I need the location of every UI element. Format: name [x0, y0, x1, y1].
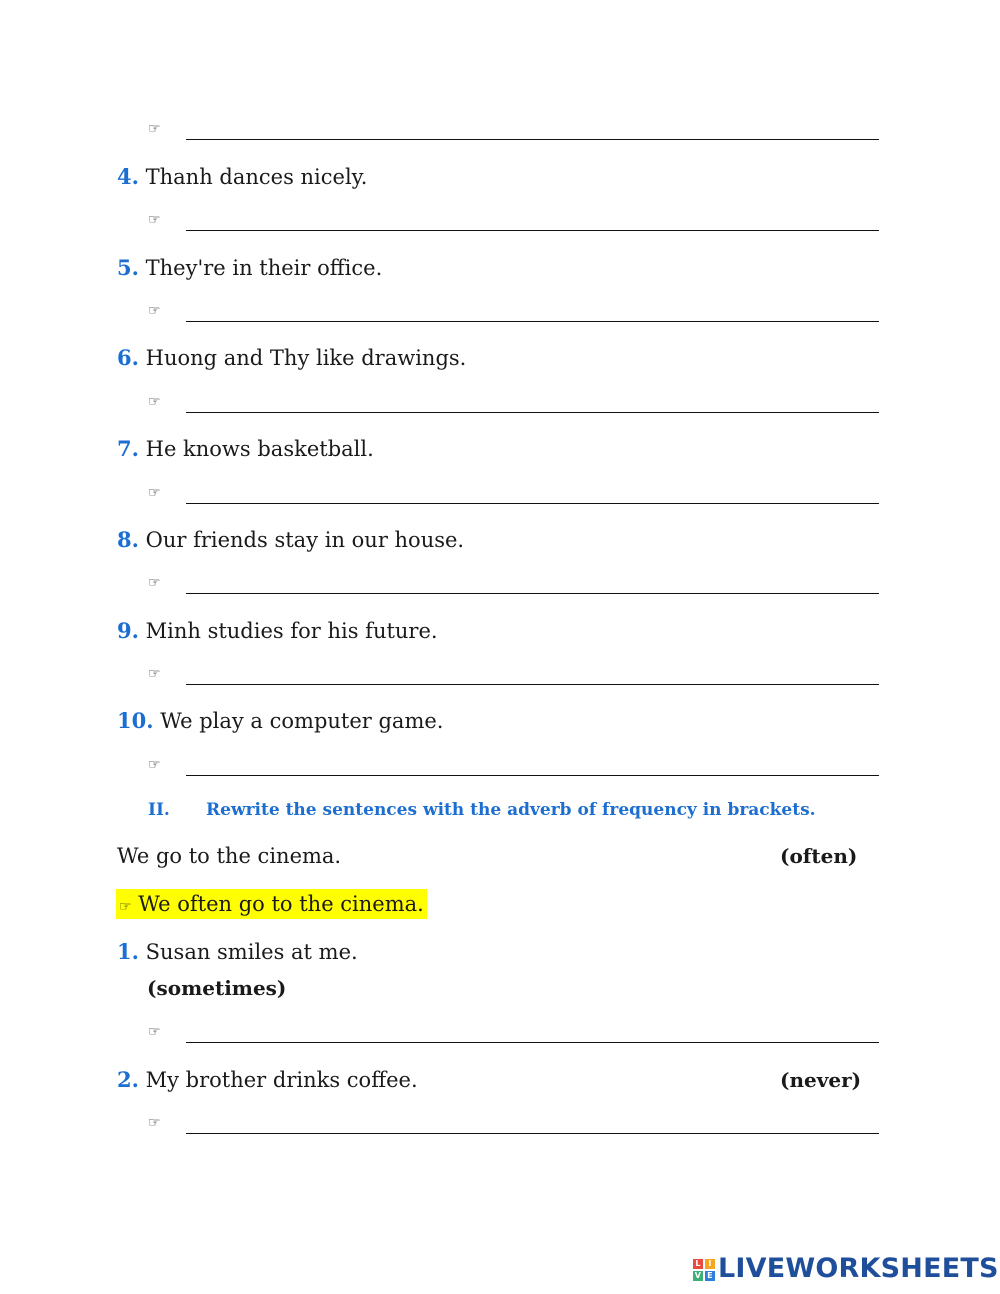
answer-line-8[interactable]	[186, 593, 879, 594]
answer-line-7[interactable]	[186, 503, 879, 504]
item-number: 8.	[117, 527, 139, 552]
answer-hand-icon: ☞	[148, 575, 161, 591]
rewrite-answer-line-2[interactable]	[186, 1133, 879, 1134]
answer-hand-icon: ☞	[148, 757, 161, 773]
answer-hand-icon: ☞	[148, 121, 161, 137]
item-number: 2.	[117, 1067, 139, 1092]
item-sentence: He knows basketball.	[145, 437, 374, 461]
example-adverb: (often)	[780, 844, 858, 868]
rewrite-adverb-1: (sometimes)	[147, 976, 287, 1000]
item-number: 1.	[117, 939, 139, 964]
section-numeral: II.	[148, 800, 170, 820]
item-sentence: My brother drinks coffee.	[145, 1068, 418, 1092]
logo-text: LIVEWORKSHEETS	[718, 1253, 999, 1284]
example-answer-text: We often go to the cinema.	[138, 892, 424, 916]
answer-hand-icon: ☞	[148, 303, 161, 319]
answer-hand-icon: ☞	[119, 899, 132, 915]
rewrite-adverb-2: (never)	[780, 1068, 862, 1092]
answer-line-10[interactable]	[186, 775, 879, 776]
exercise-item-4	[117, 163, 367, 191]
example-sentence: We go to the cinema.	[117, 844, 342, 868]
rewrite-item-2	[117, 1066, 418, 1094]
section-title: Rewrite the sentences with the adverb of frequency in brackets.	[206, 800, 816, 820]
item-sentence: Minh studies for his future.	[145, 619, 438, 643]
exercise-item-5	[117, 254, 382, 282]
answer-hand-icon: ☞	[148, 394, 161, 410]
item-sentence: We play a computer game.	[160, 709, 444, 733]
exercise-item-8	[117, 526, 464, 554]
answer-hand-icon: ☞	[148, 1024, 161, 1040]
item-sentence: Thanh dances nicely.	[145, 165, 368, 189]
item-sentence: Huong and Thy like drawings.	[145, 346, 467, 370]
answer-line-5[interactable]	[186, 321, 879, 322]
item-number: 7.	[117, 436, 139, 461]
item-number: 9.	[117, 618, 139, 643]
answer-hand-icon: ☞	[148, 485, 161, 501]
item-number: 10.	[117, 708, 154, 733]
item-number: 6.	[117, 345, 139, 370]
example-answer	[116, 889, 427, 919]
exercise-item-6	[117, 344, 466, 372]
rewrite-item-1	[117, 938, 358, 966]
answer-line-3[interactable]	[186, 139, 879, 140]
item-number: 5.	[117, 255, 139, 280]
answer-hand-icon: ☞	[148, 1115, 161, 1131]
logo-mark-icon: L I V E	[693, 1259, 715, 1281]
answer-line-6[interactable]	[186, 412, 879, 413]
item-sentence: Susan smiles at me.	[145, 940, 358, 964]
item-sentence: They're in their office.	[145, 256, 383, 280]
liveworksheets-logo	[693, 1253, 999, 1285]
answer-line-9[interactable]	[186, 684, 879, 685]
item-sentence: Our friends stay in our house.	[145, 528, 465, 552]
exercise-item-7	[117, 435, 374, 463]
answer-hand-icon: ☞	[148, 666, 161, 682]
exercise-item-10	[117, 707, 443, 735]
answer-hand-icon: ☞	[148, 212, 161, 228]
rewrite-answer-line-1[interactable]	[186, 1042, 879, 1043]
item-number: 4.	[117, 164, 139, 189]
answer-line-4[interactable]	[186, 230, 879, 231]
exercise-item-9	[117, 617, 438, 645]
